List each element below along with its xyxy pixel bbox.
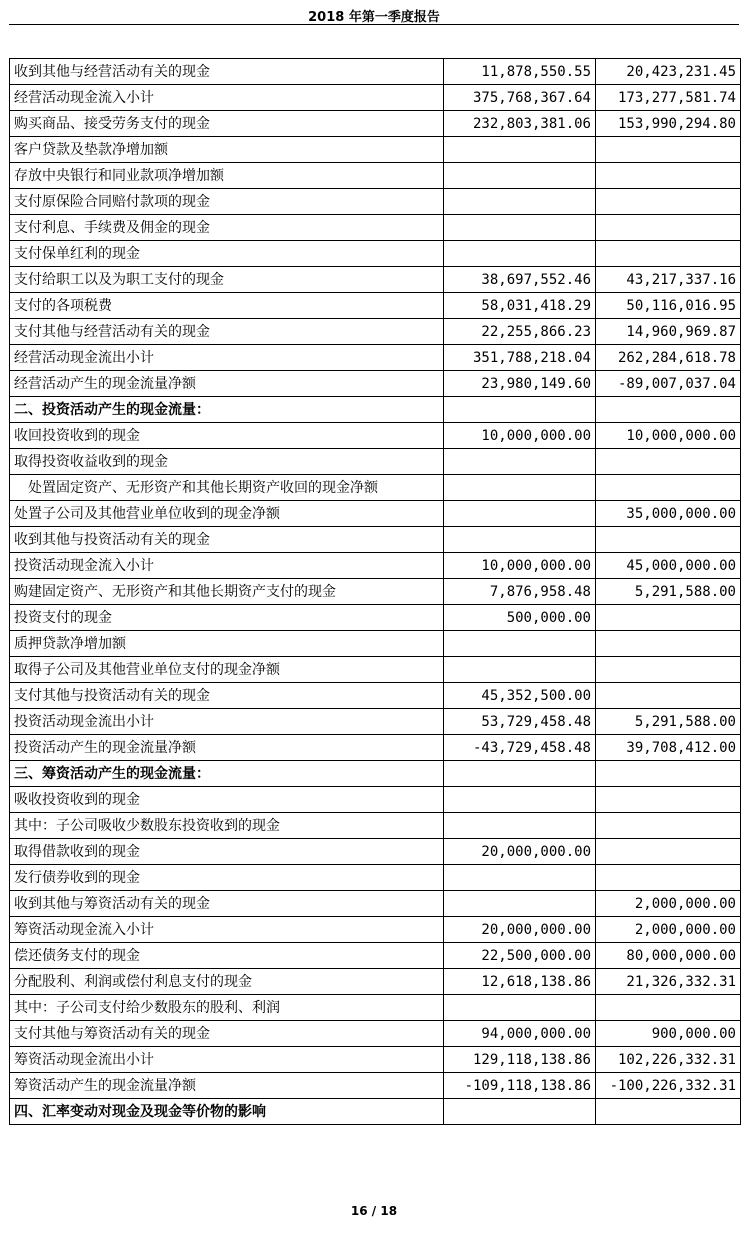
- item-label: 支付其他与筹资活动有关的现金: [10, 1021, 444, 1047]
- table-row: [10, 1021, 741, 1047]
- prior-period-value: [596, 527, 741, 553]
- prior-period-value: [596, 813, 741, 839]
- current-period-value: -43,729,458.48: [444, 735, 596, 761]
- page-header: [0, 0, 748, 30]
- item-label: 偿还债务支付的现金: [10, 943, 444, 969]
- item-label: 其中：子公司吸收少数股东投资收到的现金: [10, 813, 444, 839]
- prior-period-value: 262,284,618.78: [596, 345, 741, 371]
- table-row: [10, 813, 741, 839]
- prior-period-value: [596, 137, 741, 163]
- current-period-value: [444, 891, 596, 917]
- prior-period-value: [596, 163, 741, 189]
- prior-period-value: [596, 787, 741, 813]
- current-period-value: [444, 813, 596, 839]
- table-row: [10, 267, 741, 293]
- table-row: [10, 553, 741, 579]
- current-period-value: [444, 241, 596, 267]
- table-row: [10, 865, 741, 891]
- prior-period-value: 173,277,581.74: [596, 85, 741, 111]
- current-period-value: [444, 865, 596, 891]
- current-period-value: 45,352,500.00: [444, 683, 596, 709]
- section-header-row: [10, 397, 741, 423]
- table-row: [10, 423, 741, 449]
- prior-period-value: 50,116,016.95: [596, 293, 741, 319]
- table-row: [10, 891, 741, 917]
- item-label: 取得子公司及其他营业单位支付的现金净额: [10, 657, 444, 683]
- item-label: 吸收投资收到的现金: [10, 787, 444, 813]
- current-period-value: [444, 189, 596, 215]
- item-label: 投资活动现金流入小计: [10, 553, 444, 579]
- item-label: 支付保单红利的现金: [10, 241, 444, 267]
- prior-period-value: [596, 761, 741, 787]
- item-label: 其中：子公司支付给少数股东的股利、利润: [10, 995, 444, 1021]
- header-rule: [9, 24, 739, 25]
- current-period-value: 53,729,458.48: [444, 709, 596, 735]
- item-label: 购买商品、接受劳务支付的现金: [10, 111, 444, 137]
- table-row: [10, 189, 741, 215]
- current-period-value: 20,000,000.00: [444, 839, 596, 865]
- page-number: 16 / 18: [350, 1204, 398, 1218]
- current-period-value: 7,876,958.48: [444, 579, 596, 605]
- table-row: [10, 59, 741, 85]
- prior-period-value: [596, 397, 741, 423]
- item-label: 取得借款收到的现金: [10, 839, 444, 865]
- prior-period-value: -100,226,332.31: [596, 1073, 741, 1099]
- item-label: 筹资活动产生的现金流量净额: [10, 1073, 444, 1099]
- item-label: 分配股利、利润或偿付利息支付的现金: [10, 969, 444, 995]
- prior-period-value: 35,000,000.00: [596, 501, 741, 527]
- prior-period-value: -89,007,037.04: [596, 371, 741, 397]
- item-label: 筹资活动现金流出小计: [10, 1047, 444, 1073]
- table-row: [10, 241, 741, 267]
- item-label: 支付给职工以及为职工支付的现金: [10, 267, 444, 293]
- table-row: [10, 917, 741, 943]
- prior-period-value: 14,960,969.87: [596, 319, 741, 345]
- current-period-value: -109,118,138.86: [444, 1073, 596, 1099]
- current-period-value: [444, 397, 596, 423]
- table-row: [10, 605, 741, 631]
- prior-period-value: 900,000.00: [596, 1021, 741, 1047]
- current-period-value: [444, 215, 596, 241]
- table-row: [10, 215, 741, 241]
- current-period-value: 23,980,149.60: [444, 371, 596, 397]
- section-title: 三、筹资活动产生的现金流量：: [10, 761, 444, 787]
- prior-period-value: [596, 995, 741, 1021]
- item-label: 支付的各项税费: [10, 293, 444, 319]
- item-label: 投资活动现金流出小计: [10, 709, 444, 735]
- current-period-value: 11,878,550.55: [444, 59, 596, 85]
- current-period-value: 58,031,418.29: [444, 293, 596, 319]
- item-label: 处置子公司及其他营业单位收到的现金净额: [10, 501, 444, 527]
- current-period-value: 12,618,138.86: [444, 969, 596, 995]
- prior-period-value: 153,990,294.80: [596, 111, 741, 137]
- table-row: [10, 735, 741, 761]
- current-period-value: [444, 761, 596, 787]
- prior-period-value: 43,217,337.16: [596, 267, 741, 293]
- table-row: [10, 579, 741, 605]
- item-label: 支付其他与经营活动有关的现金: [10, 319, 444, 345]
- table-row: [10, 631, 741, 657]
- current-period-value: [444, 995, 596, 1021]
- prior-period-value: 20,423,231.45: [596, 59, 741, 85]
- item-label: 处置固定资产、无形资产和其他长期资产收回的现金净额: [10, 475, 444, 501]
- item-label: 质押贷款净增加额: [10, 631, 444, 657]
- item-label: 收到其他与投资活动有关的现金: [10, 527, 444, 553]
- current-period-value: 38,697,552.46: [444, 267, 596, 293]
- current-period-value: 10,000,000.00: [444, 553, 596, 579]
- item-label: 筹资活动现金流入小计: [10, 917, 444, 943]
- item-label: 支付其他与投资活动有关的现金: [10, 683, 444, 709]
- prior-period-value: [596, 475, 741, 501]
- current-period-value: 232,803,381.06: [444, 111, 596, 137]
- current-period-value: 20,000,000.00: [444, 917, 596, 943]
- table-row: [10, 943, 741, 969]
- prior-period-value: 10,000,000.00: [596, 423, 741, 449]
- table-row: [10, 371, 741, 397]
- cash-flow-table: [9, 58, 741, 1125]
- current-period-value: 94,000,000.00: [444, 1021, 596, 1047]
- table-row: [10, 345, 741, 371]
- current-period-value: 22,500,000.00: [444, 943, 596, 969]
- prior-period-value: 102,226,332.31: [596, 1047, 741, 1073]
- prior-period-value: [596, 839, 741, 865]
- item-label: 客户贷款及垫款净增加额: [10, 137, 444, 163]
- prior-period-value: 5,291,588.00: [596, 579, 741, 605]
- table-row: [10, 1073, 741, 1099]
- table-row: [10, 319, 741, 345]
- current-period-value: [444, 449, 596, 475]
- current-period-value: [444, 787, 596, 813]
- item-label: 投资支付的现金: [10, 605, 444, 631]
- prior-period-value: 80,000,000.00: [596, 943, 741, 969]
- table-row: [10, 527, 741, 553]
- section-title: 二、投资活动产生的现金流量：: [10, 397, 444, 423]
- item-label: 取得投资收益收到的现金: [10, 449, 444, 475]
- prior-period-value: 39,708,412.00: [596, 735, 741, 761]
- current-period-value: [444, 137, 596, 163]
- current-period-value: [444, 527, 596, 553]
- item-label: 投资活动产生的现金流量净额: [10, 735, 444, 761]
- current-period-value: [444, 1099, 596, 1125]
- prior-period-value: [596, 605, 741, 631]
- section-header-row: [10, 761, 741, 787]
- item-label: 支付利息、手续费及佣金的现金: [10, 215, 444, 241]
- item-label: 收回投资收到的现金: [10, 423, 444, 449]
- prior-period-value: 21,326,332.31: [596, 969, 741, 995]
- table-row: [10, 709, 741, 735]
- prior-period-value: [596, 683, 741, 709]
- table-row: [10, 85, 741, 111]
- table-row: [10, 163, 741, 189]
- table-row: [10, 111, 741, 137]
- section-header-row: [10, 1099, 741, 1125]
- current-period-value: 500,000.00: [444, 605, 596, 631]
- prior-period-value: 45,000,000.00: [596, 553, 741, 579]
- table-row: [10, 995, 741, 1021]
- table-row: [10, 969, 741, 995]
- prior-period-value: [596, 215, 741, 241]
- current-period-value: 22,255,866.23: [444, 319, 596, 345]
- table-row: [10, 657, 741, 683]
- prior-period-value: [596, 1099, 741, 1125]
- prior-period-value: [596, 449, 741, 475]
- prior-period-value: 2,000,000.00: [596, 917, 741, 943]
- item-label: 收到其他与筹资活动有关的现金: [10, 891, 444, 917]
- current-period-value: [444, 475, 596, 501]
- current-period-value: [444, 501, 596, 527]
- cash-flow-table-body: [10, 59, 741, 1125]
- prior-period-value: [596, 189, 741, 215]
- current-period-value: 10,000,000.00: [444, 423, 596, 449]
- report-title: 2018 年第一季度报告: [308, 10, 440, 25]
- table-row: [10, 787, 741, 813]
- table-row: [10, 137, 741, 163]
- prior-period-value: [596, 657, 741, 683]
- prior-period-value: [596, 631, 741, 657]
- item-label: 经营活动现金流出小计: [10, 345, 444, 371]
- table-row: [10, 839, 741, 865]
- prior-period-value: [596, 865, 741, 891]
- prior-period-value: 2,000,000.00: [596, 891, 741, 917]
- table-row: [10, 1047, 741, 1073]
- item-label: 存放中央银行和同业款项净增加额: [10, 163, 444, 189]
- item-label: 发行债券收到的现金: [10, 865, 444, 891]
- section-title: 四、汇率变动对现金及现金等价物的影响: [10, 1099, 444, 1125]
- table-row: [10, 293, 741, 319]
- table-row: [10, 475, 741, 501]
- item-label: 经营活动产生的现金流量净额: [10, 371, 444, 397]
- table-row: [10, 449, 741, 475]
- current-period-value: [444, 657, 596, 683]
- current-period-value: [444, 631, 596, 657]
- current-period-value: 129,118,138.86: [444, 1047, 596, 1073]
- prior-period-value: [596, 241, 741, 267]
- current-period-value: 375,768,367.64: [444, 85, 596, 111]
- prior-period-value: 5,291,588.00: [596, 709, 741, 735]
- item-label: 经营活动现金流入小计: [10, 85, 444, 111]
- item-label: 购建固定资产、无形资产和其他长期资产支付的现金: [10, 579, 444, 605]
- item-label: 收到其他与经营活动有关的现金: [10, 59, 444, 85]
- current-period-value: [444, 163, 596, 189]
- table-row: [10, 501, 741, 527]
- table-row: [10, 683, 741, 709]
- item-label: 支付原保险合同赔付款项的现金: [10, 189, 444, 215]
- current-period-value: 351,788,218.04: [444, 345, 596, 371]
